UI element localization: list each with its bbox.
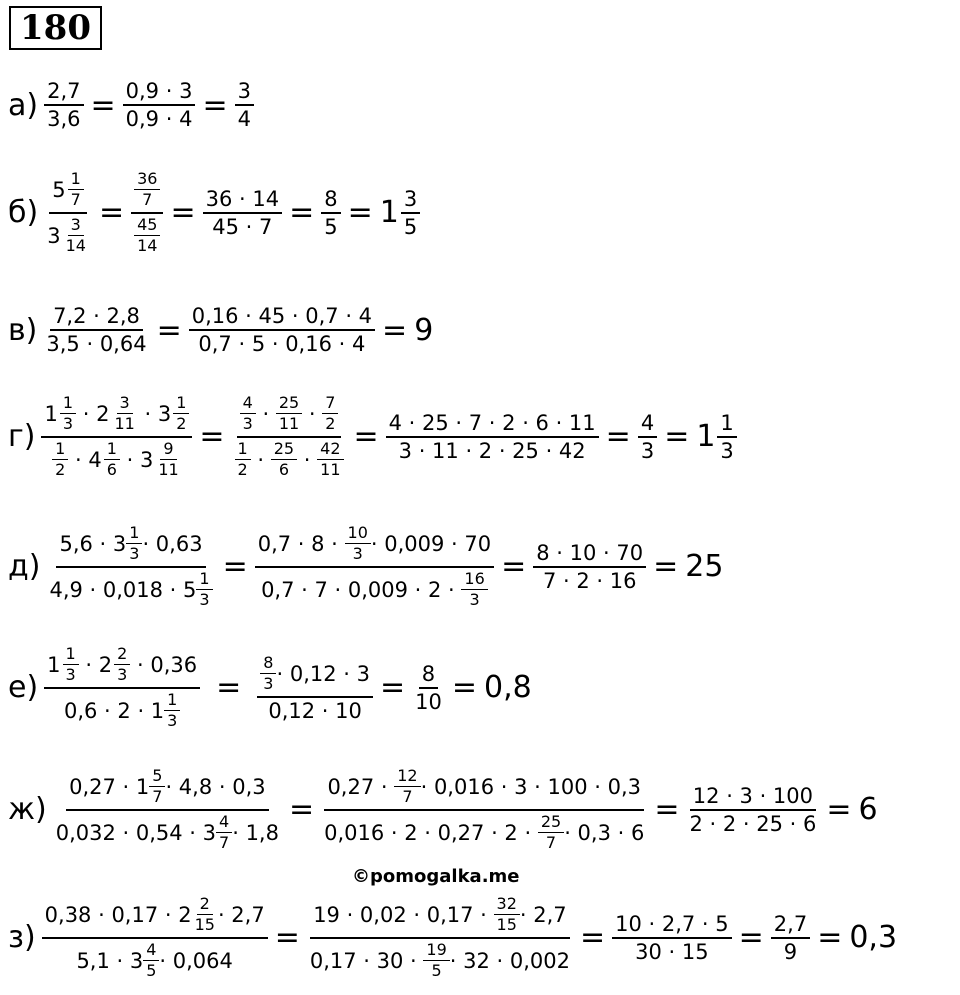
fraction — [232, 392, 347, 482]
denominator: 3 — [199, 590, 210, 610]
numerator: 1 — [235, 439, 251, 460]
numerator: 19 — [423, 940, 449, 961]
numerator: 16 — [461, 569, 487, 590]
row-label: з) — [8, 920, 36, 956]
equals-sign: = — [289, 195, 315, 231]
fraction — [196, 569, 212, 611]
whole-part: 1 — [696, 419, 716, 455]
fraction — [638, 410, 657, 464]
expression-part: · 0,009 · 70 — [370, 531, 492, 556]
multiply-sign: · — [85, 652, 93, 677]
equals-sign: = — [288, 792, 315, 828]
expression-part: · 2,7 — [519, 902, 567, 927]
fraction — [111, 393, 137, 435]
fraction — [46, 522, 215, 612]
numerator: 7,2 · 2,8 — [50, 303, 143, 331]
result: 9 — [414, 312, 434, 348]
denominator: 15 — [194, 915, 215, 935]
fraction — [322, 393, 338, 435]
denominator: 7 · 2 · 16 — [542, 568, 637, 593]
numerator: 2 — [197, 894, 213, 915]
fraction — [260, 653, 276, 695]
fraction — [717, 410, 736, 464]
fraction — [134, 169, 160, 211]
numerator: 1 — [52, 439, 68, 460]
denominator: 7 — [70, 190, 81, 210]
denominator: 4 — [237, 107, 251, 132]
expression-part: · 0,3 · 6 — [564, 820, 645, 845]
denominator — [258, 568, 491, 612]
equals-sign: = — [353, 419, 379, 455]
expression-part: 0,27 · 1 — [69, 774, 150, 799]
denominator: 2 — [55, 460, 66, 480]
fraction — [203, 186, 282, 240]
denominator — [73, 939, 235, 983]
whole-part: 2 — [96, 401, 110, 426]
fraction — [321, 765, 647, 855]
expression-part: 0,016 · 2 · 0,27 · 2 · — [324, 820, 532, 845]
expression-part: 0,38 · 0,17 · 2 — [44, 902, 192, 927]
denominator: 3,6 — [47, 107, 81, 132]
numerator: 1 — [164, 690, 180, 711]
whole-part: 3 — [139, 447, 154, 472]
equals-sign: = — [347, 195, 373, 231]
fraction — [276, 393, 302, 435]
denominator: 7 — [402, 787, 413, 807]
equals-sign: = — [156, 312, 182, 348]
expression-part: 5,1 · 3 — [76, 948, 144, 973]
fraction — [123, 78, 196, 132]
row-label: ж) — [8, 792, 47, 828]
fraction — [235, 439, 251, 481]
numerator: 0,16 · 45 · 0,7 · 4 — [189, 303, 375, 331]
result: 25 — [685, 549, 724, 585]
fraction — [114, 644, 130, 686]
denominator: 3 — [242, 414, 253, 434]
denominator: 5 — [146, 961, 157, 981]
expression-part: · 0,12 · 3 — [276, 661, 370, 686]
denominator: 3 — [640, 438, 655, 463]
expression-part: · 1,8 — [232, 820, 279, 845]
whole-part: 2 — [98, 652, 113, 677]
numerator: 1 — [104, 439, 120, 460]
numerator: 8 · 10 · 70 — [533, 540, 646, 568]
fraction — [307, 893, 573, 983]
fraction — [42, 893, 268, 983]
row-v — [8, 303, 433, 357]
denominator — [61, 689, 183, 733]
denominator: 45 · 7 — [212, 214, 273, 239]
numerator: 4 — [143, 940, 159, 961]
equals-sign: = — [274, 920, 300, 956]
whole-part: 5 — [52, 177, 66, 202]
row-label: в) — [8, 312, 38, 348]
numerator: 5 — [149, 766, 165, 787]
numerator: $\frac{4}{3}$ · $\frac{25}{11}$ · $\frac{7}{2}$ — [237, 392, 342, 438]
whole-part: 3 — [157, 401, 172, 426]
row-label: д) — [8, 549, 41, 585]
numerator: 4 · 25 · 7 · 2 · 6 · 11 — [386, 410, 599, 438]
numerator — [255, 522, 494, 568]
denominator: 3 — [65, 665, 76, 685]
fraction — [240, 393, 256, 435]
row-label: б) — [8, 195, 39, 231]
expression-part: 0,17 · 30 · — [309, 948, 417, 973]
denominator: 6 — [278, 460, 290, 480]
expression-part: · 4,8 · 0,3 — [165, 774, 266, 799]
whole-part: 1 — [44, 401, 58, 426]
numerator: 3 — [401, 186, 420, 214]
denominator: 0,12 · 10 — [268, 698, 362, 723]
numerator: 1 — [63, 644, 79, 665]
denominator — [321, 811, 647, 855]
denominator: 11 — [278, 414, 300, 434]
row-a — [8, 78, 254, 132]
expression-part: 0,032 · 0,54 · 3 — [55, 820, 217, 845]
denominator: 9 — [783, 939, 798, 964]
denominator: 7 — [545, 833, 557, 853]
fraction — [192, 894, 218, 936]
denominator: 14 — [137, 236, 158, 256]
numerator: 25 — [276, 393, 302, 414]
mixed-number — [96, 393, 138, 435]
numerator — [66, 765, 269, 811]
numerator: 4 — [216, 812, 232, 833]
fraction — [386, 410, 599, 464]
numerator: 45 — [134, 215, 160, 236]
equals-sign: = — [653, 549, 679, 585]
equals-sign: = — [382, 312, 408, 348]
numerator: 3 — [117, 393, 133, 414]
result: 0,3 — [849, 920, 898, 956]
denominator: 6 — [106, 460, 117, 480]
numerator: 25 — [538, 812, 564, 833]
denominator: 7 — [152, 787, 163, 807]
denominator: 3 — [167, 711, 178, 731]
row-label: е) — [8, 670, 39, 706]
fraction — [189, 303, 375, 357]
fraction — [423, 940, 449, 982]
numerator: 8 — [419, 661, 438, 689]
result — [696, 410, 736, 464]
denominator — [46, 568, 215, 612]
equals-sign: = — [202, 87, 228, 123]
denominator: 2 · 2 · 25 · 6 — [689, 811, 817, 836]
denominator: 3 — [117, 665, 128, 685]
numerator — [131, 168, 163, 214]
numerator — [324, 765, 644, 811]
whole-part: 4 — [88, 447, 102, 472]
denominator: $\frac{1}{2}$ · $\frac{25}{6}$ · $\frac{42}{11}$ — [232, 438, 347, 482]
numerator: 9 — [160, 439, 176, 460]
numerator: 3 — [68, 215, 84, 236]
fraction — [63, 215, 89, 257]
numerator: 1 — [68, 169, 84, 190]
equals-sign: = — [826, 792, 852, 828]
equals-sign: = — [664, 419, 690, 455]
denominator: 15 — [496, 915, 517, 935]
denominator: 3,5 · 0,64 — [46, 332, 147, 357]
expression-part: 5,6 · 3 — [59, 531, 127, 556]
fraction — [43, 303, 149, 357]
fraction — [104, 439, 120, 481]
denominator: 2 — [325, 414, 336, 434]
equals-sign: = — [817, 920, 843, 956]
numerator — [42, 893, 268, 939]
equals-sign: = — [98, 195, 125, 231]
numerator: 1 $\frac{1}{3}$ · 2 $\frac{3}{11}$ · 3 $\frac{1}{2}$ — [41, 392, 192, 438]
fraction — [164, 690, 180, 732]
denominator: 3 · 11 · 2 · 25 · 42 — [398, 438, 586, 463]
numerator: 1 — [60, 393, 76, 414]
numerator: 1 — [126, 523, 142, 544]
denominator: 3 — [469, 590, 480, 610]
equals-sign: = — [222, 549, 248, 585]
whole-part: 1 — [47, 652, 61, 677]
denominator: 11 — [158, 460, 179, 480]
whole-part: 3 — [47, 223, 61, 248]
equals-sign: = — [199, 419, 225, 455]
fraction — [149, 766, 165, 808]
equals-sign: = — [738, 920, 764, 956]
numerator: 0,9 · 3 — [123, 78, 196, 106]
equals-sign: = — [379, 670, 406, 706]
denominator: 3 — [129, 544, 140, 564]
denominator: 0,7 · 5 · 0,16 · 4 — [198, 332, 366, 357]
fraction — [461, 569, 487, 611]
fraction — [44, 168, 92, 258]
numerator: 2,7 — [771, 911, 810, 939]
equals-sign: = — [451, 670, 477, 706]
fraction — [538, 812, 564, 854]
numerator — [49, 168, 87, 214]
fraction — [235, 78, 254, 132]
numerator — [44, 643, 200, 689]
equals-sign: = — [654, 792, 680, 828]
mixed-number — [88, 439, 120, 481]
result — [380, 186, 420, 240]
fraction — [134, 215, 160, 257]
denominator — [131, 214, 163, 258]
fraction — [271, 439, 297, 481]
fraction — [257, 652, 373, 724]
denominator: 3 — [62, 414, 74, 434]
denominator: 14 — [65, 236, 86, 256]
fraction — [53, 765, 282, 855]
numerator: 2 — [114, 644, 130, 665]
mixed-number — [158, 393, 190, 435]
fraction — [612, 911, 732, 965]
row-z — [8, 893, 897, 983]
row-g — [8, 392, 737, 482]
row-zh — [8, 765, 878, 855]
numerator: 36 · 14 — [203, 186, 282, 214]
numerator: 12 — [394, 766, 420, 787]
fraction — [412, 661, 445, 715]
mixed-number — [47, 644, 79, 686]
expression-part: 0,7 · 8 · — [257, 531, 338, 556]
denominator: 2 — [237, 460, 248, 480]
denominator: 11 — [320, 460, 341, 480]
numerator: 42 — [317, 439, 343, 460]
numerator: 10 · 2,7 · 5 — [612, 911, 732, 939]
result: 0,8 — [484, 670, 532, 706]
denominator: 2 — [176, 414, 187, 434]
denominator — [53, 811, 282, 855]
denominator: 0,9 · 4 — [125, 107, 193, 132]
expression-part: · 0,63 — [142, 531, 203, 556]
numerator: 3 — [235, 78, 254, 106]
equals-sign: = — [90, 87, 116, 123]
fraction — [126, 523, 142, 565]
mixed-number — [44, 393, 76, 435]
numerator: 2,7 — [44, 78, 83, 106]
task-number: 180 — [9, 6, 102, 50]
numerator: 12 · 3 · 100 — [690, 783, 816, 811]
expression-part: · 0,36 — [137, 652, 198, 677]
fraction — [321, 186, 340, 240]
denominator: 5 — [324, 214, 338, 239]
fraction — [345, 523, 371, 565]
denominator: 3 — [263, 674, 274, 694]
numerator: 25 — [271, 439, 297, 460]
mixed-number — [47, 215, 89, 257]
fraction — [401, 186, 420, 240]
fraction — [686, 783, 819, 837]
fraction — [63, 644, 79, 686]
fraction — [494, 894, 520, 936]
row-label: г) — [8, 419, 36, 455]
numerator: 10 — [345, 523, 371, 544]
numerator — [56, 522, 205, 568]
numerator: 8 — [321, 186, 340, 214]
fraction — [216, 812, 232, 854]
denominator: 10 — [415, 689, 442, 714]
mixed-number — [52, 169, 84, 211]
row-label: а) — [8, 87, 39, 123]
expression-part: 4,9 · 0,018 · 5 — [49, 577, 197, 602]
fraction — [52, 439, 68, 481]
equals-sign: = — [501, 549, 527, 585]
fraction — [394, 766, 420, 808]
expression-part: 0,27 · — [327, 774, 388, 799]
denominator: 30 · 15 — [635, 939, 709, 964]
fraction — [533, 540, 646, 594]
fraction — [155, 439, 181, 481]
equals-sign: = — [605, 419, 631, 455]
numerator — [310, 893, 569, 939]
fraction — [131, 168, 163, 258]
row-d — [8, 522, 723, 612]
numerator: 32 — [494, 894, 520, 915]
fraction — [255, 522, 494, 612]
result: 6 — [858, 792, 878, 828]
numerator: 1 — [717, 410, 736, 438]
equals-sign: = — [579, 920, 606, 956]
fraction — [143, 940, 159, 982]
numerator: 4 — [240, 393, 256, 414]
fraction — [771, 911, 810, 965]
numerator: 7 — [322, 393, 338, 414]
expression-part: · 0,064 — [159, 948, 233, 973]
equals-sign: = — [216, 670, 242, 706]
denominator — [307, 939, 573, 983]
row-b — [8, 168, 420, 258]
denominator: 7 — [219, 833, 230, 853]
whole-part: 1 — [379, 195, 399, 231]
denominator: 5 — [431, 961, 442, 981]
denominator: $\frac{1}{2}$ · 4 $\frac{1}{6}$ · 3 $\frac{9}{11}$ — [49, 438, 185, 482]
denominator: 7 — [142, 190, 153, 210]
expression-part: 19 · 0,02 · 0,17 · — [313, 902, 487, 927]
expression-part: · 32 · 0,002 — [449, 948, 570, 973]
fraction — [317, 439, 343, 481]
row-e — [8, 643, 532, 733]
fraction — [44, 78, 83, 132]
numerator: 36 — [134, 169, 160, 190]
watermark: ©pomogalka.me — [352, 866, 520, 887]
fraction — [60, 393, 76, 435]
numerator: 4 — [638, 410, 657, 438]
numerator: 1 — [173, 393, 189, 414]
denominator: 3 — [352, 544, 363, 564]
fraction — [68, 169, 84, 211]
expression-part: · 2,7 — [217, 902, 265, 927]
denominator: 3 — [720, 438, 734, 463]
expression-part: · 0,016 · 3 · 100 · 0,3 — [420, 774, 641, 799]
expression-part: 0,6 · 2 · 1 — [63, 698, 165, 723]
expression-part: 0,7 · 7 · 0,009 · 2 · — [261, 577, 455, 602]
mixed-number — [99, 644, 131, 686]
numerator: 8 — [260, 653, 276, 674]
denominator — [44, 214, 92, 258]
denominator: 11 — [114, 414, 135, 434]
fraction — [44, 643, 200, 733]
numerator — [257, 652, 373, 698]
numerator: 1 — [196, 569, 212, 590]
fraction — [41, 392, 192, 482]
mixed-number — [140, 439, 182, 481]
fraction — [173, 393, 189, 435]
denominator: 5 — [403, 214, 418, 239]
equals-sign: = — [170, 195, 196, 231]
